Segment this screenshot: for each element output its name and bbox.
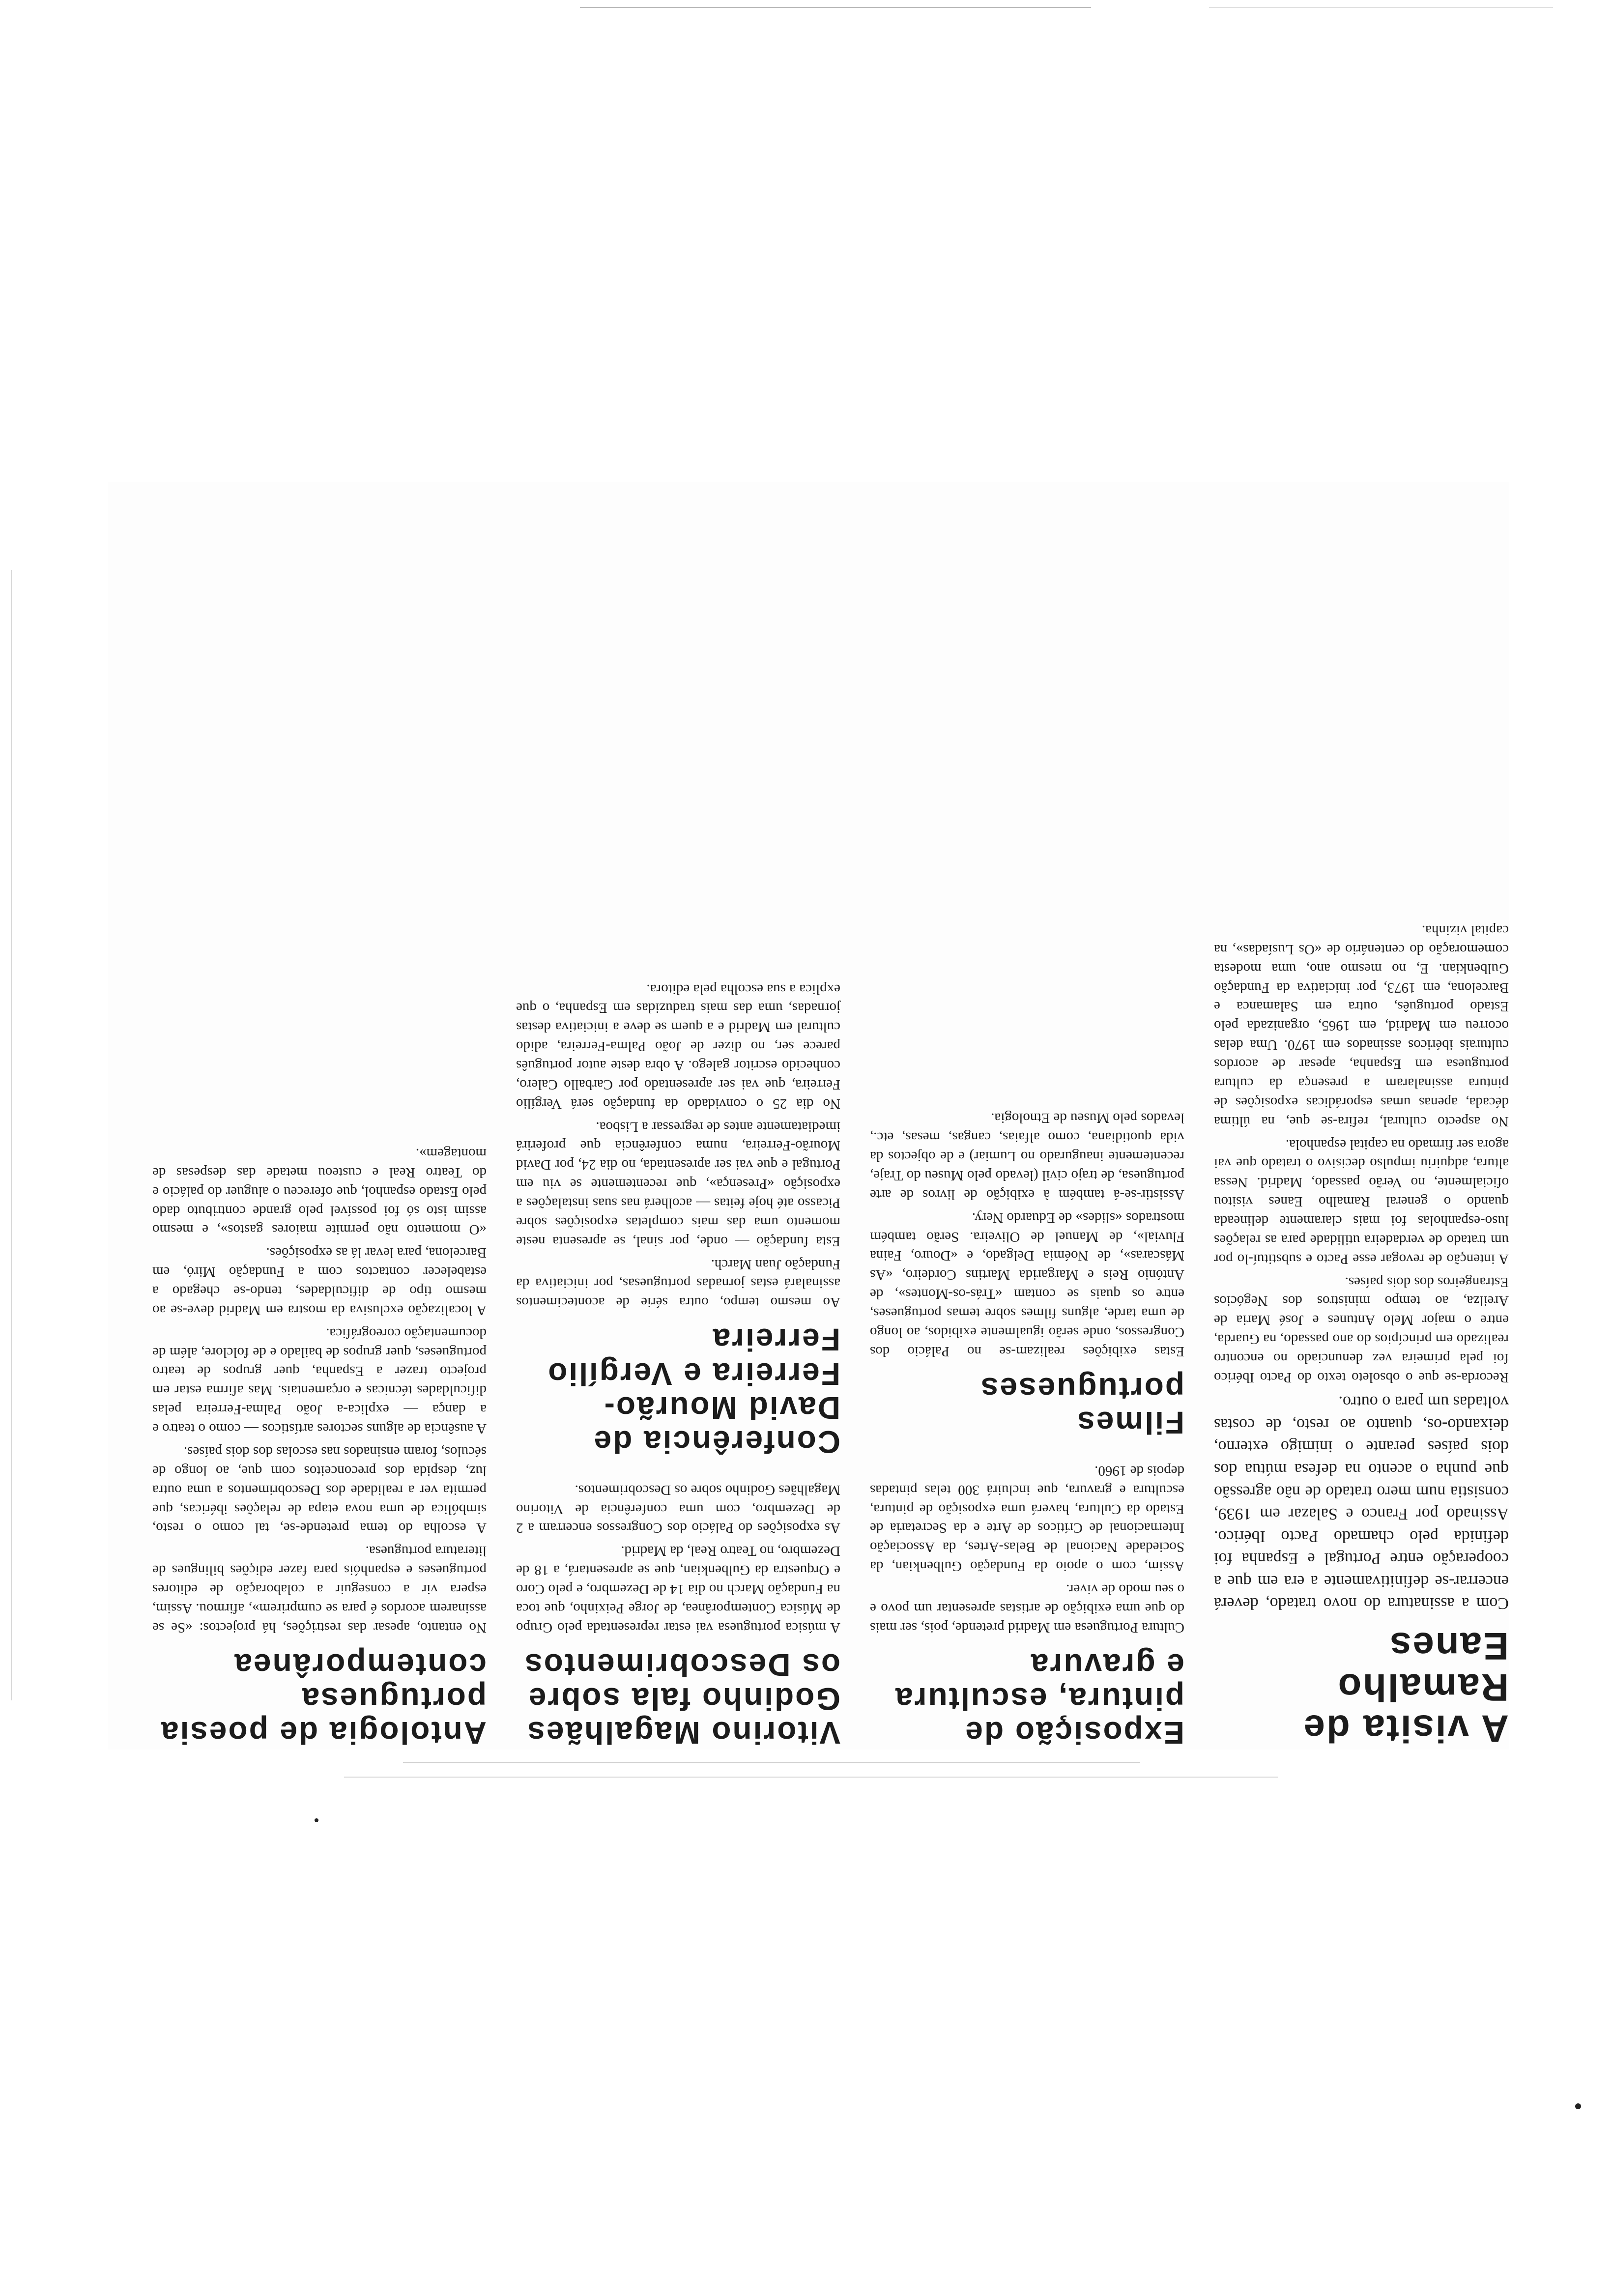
- bottom-scan-line-2: [344, 1777, 1278, 1778]
- bottom-scan-line: [403, 1762, 1140, 1763]
- column-2: [870, 1087, 1184, 1750]
- article-visita: [1214, 920, 1509, 1750]
- visita-paragraph: A intenção de revogar esse Pacto e substituí-lo por um tratado de verdadeira utilidade para as relações luso-espanholas foi mais claramente delineada quando o general Ramalho Eanes visitou oficialmente, no Verão passado, Madrid. Nessa altura, adquiriu impulso decisivo o tratado que vai agora ser firmado na capital espanhola.: [1214, 1136, 1509, 1267]
- newspaper-clipping: [108, 482, 1509, 1750]
- visita-paragraph: Recorda-se que o obsoleto texto do Pacto Ibérico foi pela primeira vez denunciado no encontro realizado em princípios do ano passado, na Guarda, entre o major Melo Antunes e José Maria de Areilza, ao tempo ministros dos Negócios Estrangeiros dos dois países.: [1214, 1274, 1509, 1385]
- column-3: [516, 958, 840, 1750]
- visita-paragraph: Com a assinatura do novo tratado, deverá encerrar-se definitivamente a era em que a cooperação entre Portugal e Espanha foi definida pelo chamado Pacto Ibérico. Assinado por Franco e Salazar em 1939, consistia num mero tratado de não agressão que punha o acento na defesa mútua dos dois países perante o inimigo externo, deixando-os, quanto ao resto, de costas voltadas um para o outro.: [1214, 1393, 1509, 1613]
- antologia-paragraph: No entanto, apesar das restrições, há projectos: «Se se assinarem acordos é para se cumprirem», afirmou. Assim, espera vir a conseguir a colaboração de editores portugueses e espanhóis para fazer edições bilingues de literatura portuguesa.: [152, 1543, 487, 1636]
- headline-exposicao: Exposição de pintura, escultura e gravura: [894, 1647, 1184, 1751]
- antologia-paragraph: «O momento não permite maiores gastos», e mesmo assim isto só foi possível pelo grande contributo dado pelo Estado espanhol, que ofereceu o aluguer do palácio e do Teatro Real e custeou metade das despesas de montagem».: [152, 1146, 487, 1238]
- antologia-paragraph: A localização exclusiva da mostra em Madrid deve-se ao mesmo tipo de dificuldades, tendo-se chegado a estabelecer contactos com a Fundação Miró, em Barcelona, para levar lá as exposições.: [152, 1245, 487, 1318]
- visita-paragraph: No aspecto cultural, refira-se que, na última década, apenas umas esporádicas exposições de pintura assinalaram a presença da cultura portuguesa em Espanha, apesar de acordos culturais ibéricos assinados em 1970. Uma delas ocorreu em Madrid, em 1965, organizada pelo Estado português, outra em Salamanca e Barcelona, em 1973, por iniciativa da Fundação Gulbenkian. E, no mesmo ano, uma modesta comemoração do centenário de «Os Lusíadas», na capital vizinha.: [1214, 922, 1509, 1129]
- left-scan-edge: [11, 570, 12, 1700]
- headline-mourao: Conferência de David Mourão-Ferreira e Vergílio Ferreira: [547, 1322, 840, 1460]
- filmes-paragraph: Estas exibições realizam-se no Palácio dos Congressos, onde serão igualmente exibidos, ao longo de uma tarde, alguns filmes sobre temas portugueses, entre os quais se contam «Trás-os-Montes», de António Reis e Margarida Martins Cordeiro, «As Máscaras», de Noémia Delgado, e «Douro, Faina Fluvial», de Manuel de Oliveira. Serão também mostrados «slides» de Eduardo Nery.: [870, 1209, 1184, 1359]
- exposicao-paragraph: Assim, com o apoio da Fundação Gulbenkian, da Sociedade Nacional de Belas-Artes, da Associação Internacional de Críticos de Arte e da Secretaria de Estado da Cultura, haverá uma exposição de pintura, escultura e gravura, que incluirá 300 telas pintadas depois de 1960.: [870, 1463, 1184, 1575]
- antologia-paragraph: A ausência de alguns sectores artísticos — como o teatro e a dança — explica-a João Palma-Ferreira pelas dificuldades técnicas e orçamentais. Mas afirma estar em projecto trazer a Espanha, quer grupos de teatro portugueses, quer grupos de bailado e de folclore, além de documentação coreográfica.: [152, 1325, 487, 1437]
- article-antologia: [152, 1144, 487, 1750]
- filmes-paragraph: Assistir-se-á também à exibição de livros de arte portuguesa, de trajo civil (levado pelo Museu do Traje, recentemente inaugurado no Lumiar) e de objectos da vida quotidiana, como alfaias, cangas, mesas, etc., levados pelo Museu de Etnologia.: [870, 1110, 1184, 1203]
- article-mourao: [516, 979, 840, 1459]
- column-4: [152, 1122, 487, 1750]
- article-filmes: [870, 1109, 1184, 1439]
- godinho-paragraph: A música portuguesa vai estar representada pelo Grupo de Música Contemporânea, de Jorge Peixinho, que toca na Fundação March no dia 14 de Dezembro, e pelo Coro e Orquestra da Gulbenkian, que se apresentará, a 18 de Dezembro, no Teatro Real, da Madrid.: [516, 1543, 840, 1636]
- top-scan-edge-right: [1209, 7, 1553, 8]
- headline-visita: A visita de Ramalho Eanes: [1302, 1624, 1509, 1751]
- headline-godinho: Vitorino Magalhães Godinho fala sobre os Descobrimentos: [523, 1647, 840, 1751]
- column-1: [1214, 899, 1509, 1750]
- headline-antologia: Antologia de poesia portuguesa contemporânea: [159, 1647, 487, 1751]
- mourao-paragraph: Esta fundação — onde, por sinal, se apresenta neste momento uma das mais completas exposições sobre Picasso até hoje feitas — acolherá nas suas instalações a exposição «Presença», que recentemente se viu em Portugal e que vai ser apresentada, no dia 24, por David Mourão-Ferreira, numa conferência que proferirá imediatamente antes de regressar a Lisboa.: [516, 1119, 840, 1249]
- godinho-paragraph: As exposições do Palácio dos Congressos encerram a 2 de Dezembro, com uma conferência de Vitorino Magalhães Godinho sobre os Descobrimentos.: [516, 1482, 840, 1536]
- scan-speck-2: [315, 1818, 318, 1822]
- article-exposicao: [870, 1461, 1184, 1750]
- mourao-paragraph: Ao mesmo tempo, outra série de acontecimentos assinalará estas jornadas portuguesas, por iniciativa da Fundação Juan March.: [516, 1256, 840, 1311]
- mourao-paragraph: No dia 25 o convidado da fundação será Vergílio Ferreira, que vai ser apresentado por Carballo Calero, conhecido escritor galego. A obra deste autor português parece ser, no dizer de João Palma-Ferreira, adido cultural em Madrid e a quem se deve a iniciativa destas jornadas, uma das mais traduzidas em Espanha, o que explica a sua escolha pela editora.: [516, 981, 840, 1112]
- headline-filmes: Filmes portugueses: [979, 1371, 1184, 1440]
- scan-speck: [1575, 2103, 1581, 2109]
- antologia-paragraph: A escolha do tema pretende-se, tal como o resto, simbólica de uma nova etapa de relações ibéricas, que permita ver a realidade dos Descobrimentos a uma outra luz, despida dos preconceitos com que, ao longo de séculos, foram ensinados nas escolas dos dois países.: [152, 1443, 487, 1536]
- exposicao-paragraph: Cultura Portuguesa em Madrid pretende, pois, ser mais do que uma exibição de artistas apresentar um povo e o seu modo de viver.: [870, 1581, 1184, 1636]
- article-godinho: [516, 1480, 840, 1750]
- top-scan-edge: [580, 7, 1091, 8]
